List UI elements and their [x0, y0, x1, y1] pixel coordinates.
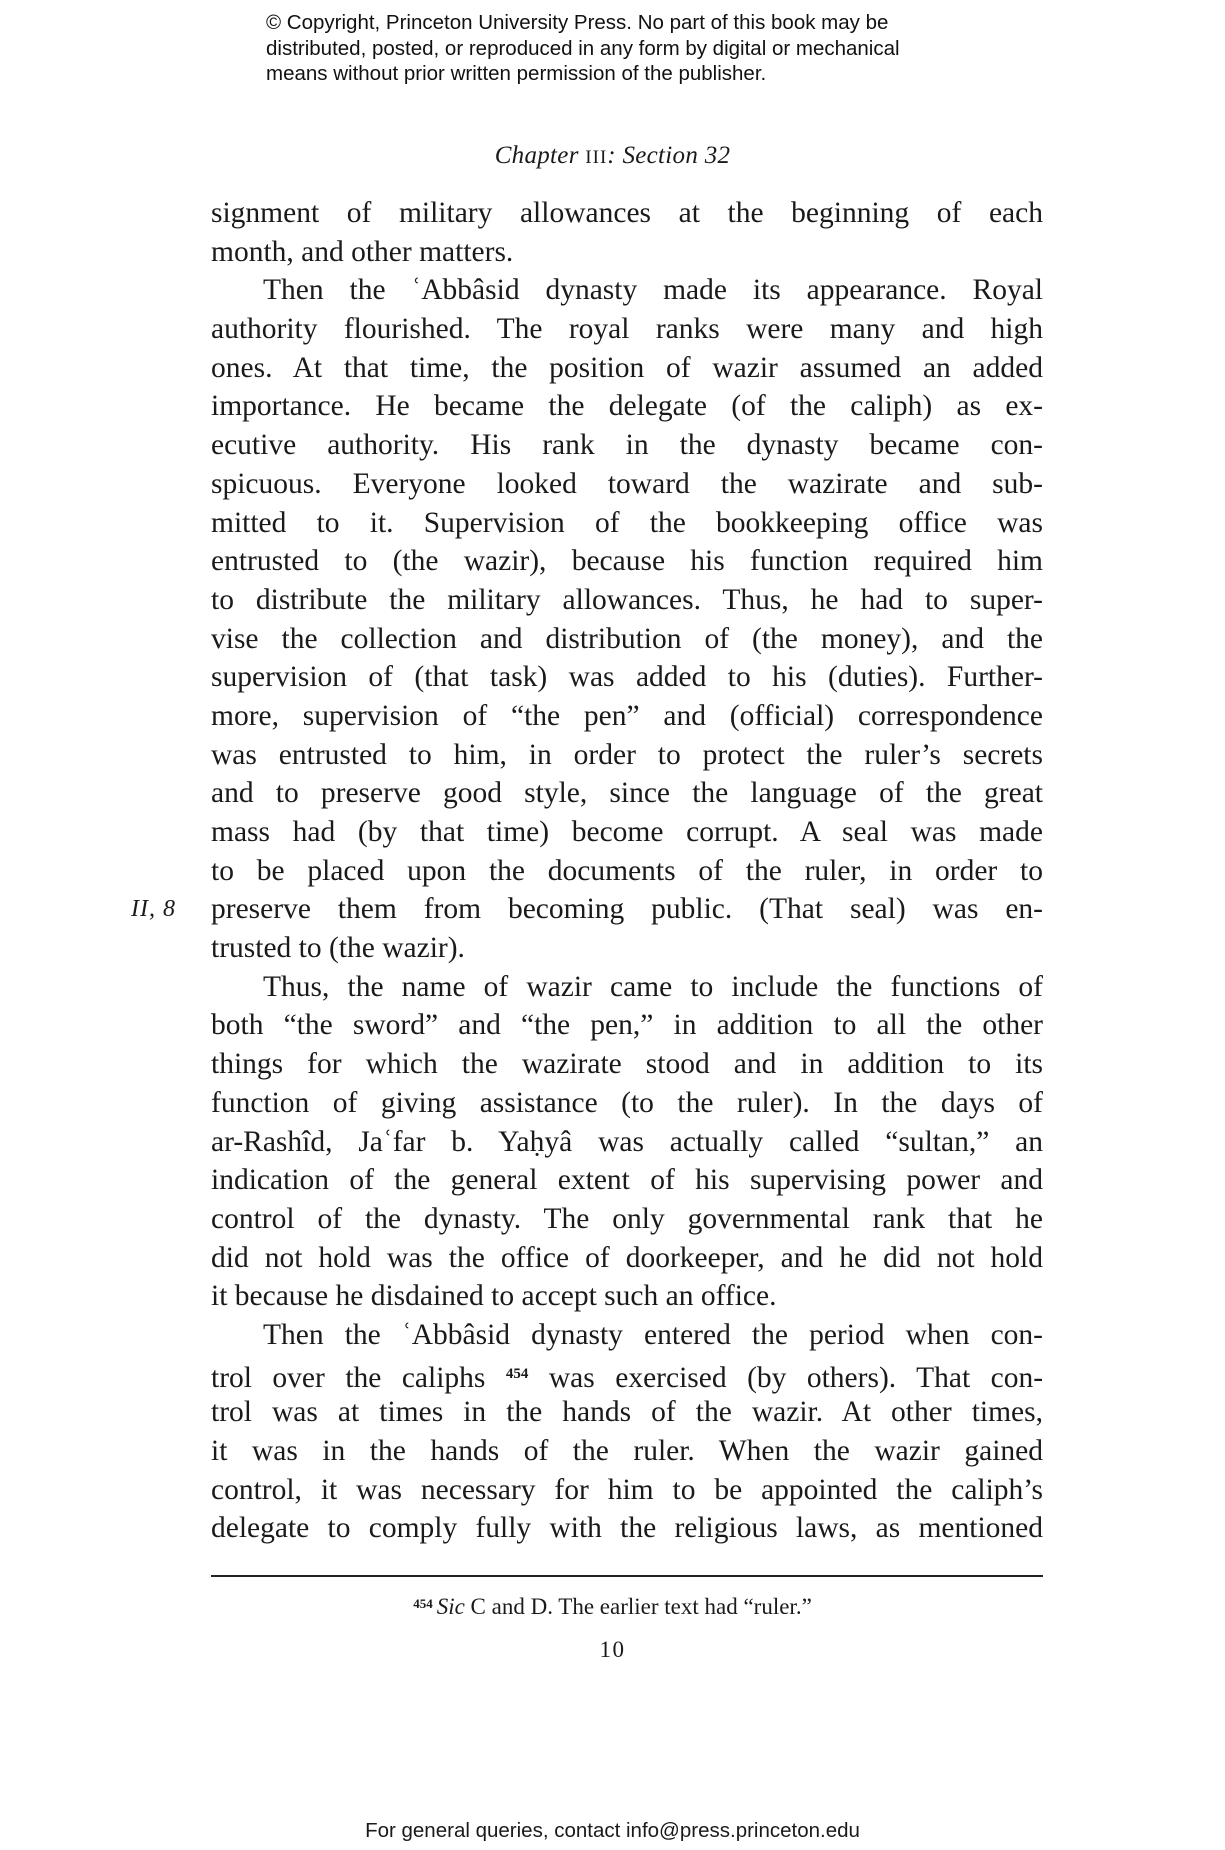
- text-line: entrusted to (the wazir), because his function required him: [211, 545, 1043, 578]
- copyright-notice: [266, 10, 1026, 87]
- margin-reference: II, 8: [131, 896, 176, 922]
- body-text: [211, 194, 1043, 1548]
- copyright-line: distributed, posted, or reproduced in any form by digital or mechanical: [266, 36, 900, 60]
- text-line: things for which the wazirate stood and in addition to its: [211, 1048, 1043, 1081]
- text-line: indication of the general extent of his supervising power and: [211, 1164, 1043, 1197]
- text-line: it because he disdained to accept such an office.: [211, 1280, 777, 1313]
- text-line: mitted to it. Supervision of the bookkeeping office was: [211, 506, 1043, 539]
- text-line: mass had (by that time) become corrupt. A seal was made: [211, 816, 1043, 848]
- text-line: Then the ʿAbbâsid dynasty entered the period when con-: [263, 1318, 1043, 1351]
- page-number: 10: [599, 1637, 626, 1662]
- footnote-marker: 454: [505, 1365, 529, 1382]
- running-head-separator: :: [607, 142, 623, 169]
- copyright-line: means without prior written permission of the publisher.: [266, 62, 767, 85]
- text-line: more, supervision of “the pen” and (official) correspondence: [211, 699, 1043, 732]
- text-line: function of giving assistance (to the ruler). In the days of: [211, 1086, 1043, 1119]
- chapter-number: III: [585, 147, 608, 168]
- text-line: to distribute the military allowances. Thus, he had to super-: [211, 583, 1043, 616]
- text-line: month, and other matters.: [211, 235, 514, 268]
- footnote-italic: Sic: [436, 1594, 465, 1619]
- text-line: importance. He became the delegate (of the caliph) as ex-: [211, 390, 1043, 423]
- text-line: spicuous. Everyone looked toward the wazirate and sub-: [211, 467, 1043, 500]
- text-line: and to preserve good style, since the language of the great: [211, 777, 1043, 810]
- text-line: it was in the hands of the ruler. When the wazir gained: [211, 1435, 1043, 1467]
- text-line: supervision of (that task) was added to his (duties). Further-: [211, 661, 1043, 694]
- text-line: ones. At that time, the position of wazir assumed an added: [211, 351, 1043, 384]
- text-line: preserve them from becoming public. (That seal) was en-: [211, 893, 1043, 926]
- chapter-word: Chapter: [494, 142, 579, 169]
- text-line: Then the ʿAbbâsid dynasty made its appearance. Royal: [263, 274, 1043, 307]
- section-label: Section 32: [622, 142, 731, 169]
- text-line: ar-Rashîd, Jaʿfar b. Yaḥyâ was actually called “sultan,” an: [211, 1125, 1043, 1158]
- text-fragment: trol over the caliphs: [211, 1361, 486, 1394]
- text-line: trusted to (the wazir).: [211, 932, 465, 965]
- text-line: trol was at times in the hands of the wazir. At other times,: [211, 1396, 1043, 1429]
- text-line: control, it was necessary for him to be appointed the caliph’s: [211, 1473, 1043, 1506]
- footnote: [0, 1594, 1225, 1620]
- text-line-with-footnote: [211, 1355, 1043, 1394]
- text-line: both “the sword” and “the pen,” in addition to all the other: [211, 1009, 1043, 1042]
- text-line: to be placed upon the documents of the ruler, in order to: [211, 854, 1043, 887]
- text-line: delegate to comply fully with the religious laws, as mentioned: [211, 1512, 1043, 1545]
- copyright-line: © Copyright, Princeton University Press. No part of this book may be: [266, 11, 889, 34]
- text-line: vise the collection and distribution of (the money), and the: [211, 622, 1043, 655]
- text-line: authority flourished. The royal ranks were many and high: [211, 313, 1043, 346]
- contact-footer: For general queries, contact info@press.princeton.edu: [365, 1819, 860, 1842]
- footnote-number: 454: [413, 1596, 433, 1611]
- footnote-text: C and D. The earlier text had “ruler.”: [464, 1594, 812, 1619]
- running-head: [0, 142, 1225, 170]
- footnote-divider: [211, 1575, 1043, 1577]
- text-line: signment of military allowances at the beginning of each: [211, 197, 1043, 229]
- text-line: did not hold was the office of doorkeeper, and he did not hold: [211, 1241, 1043, 1274]
- text-fragment: was exercised (by others). That con-: [548, 1361, 1044, 1394]
- text-line: control of the dynasty. The only governmental rank that he: [211, 1202, 1043, 1235]
- text-line: ecutive authority. His rank in the dynasty became con-: [211, 429, 1043, 462]
- text-line: Thus, the name of wazir came to include the functions of: [263, 970, 1043, 1003]
- text-line: was entrusted to him, in order to protect the ruler’s secrets: [211, 738, 1043, 771]
